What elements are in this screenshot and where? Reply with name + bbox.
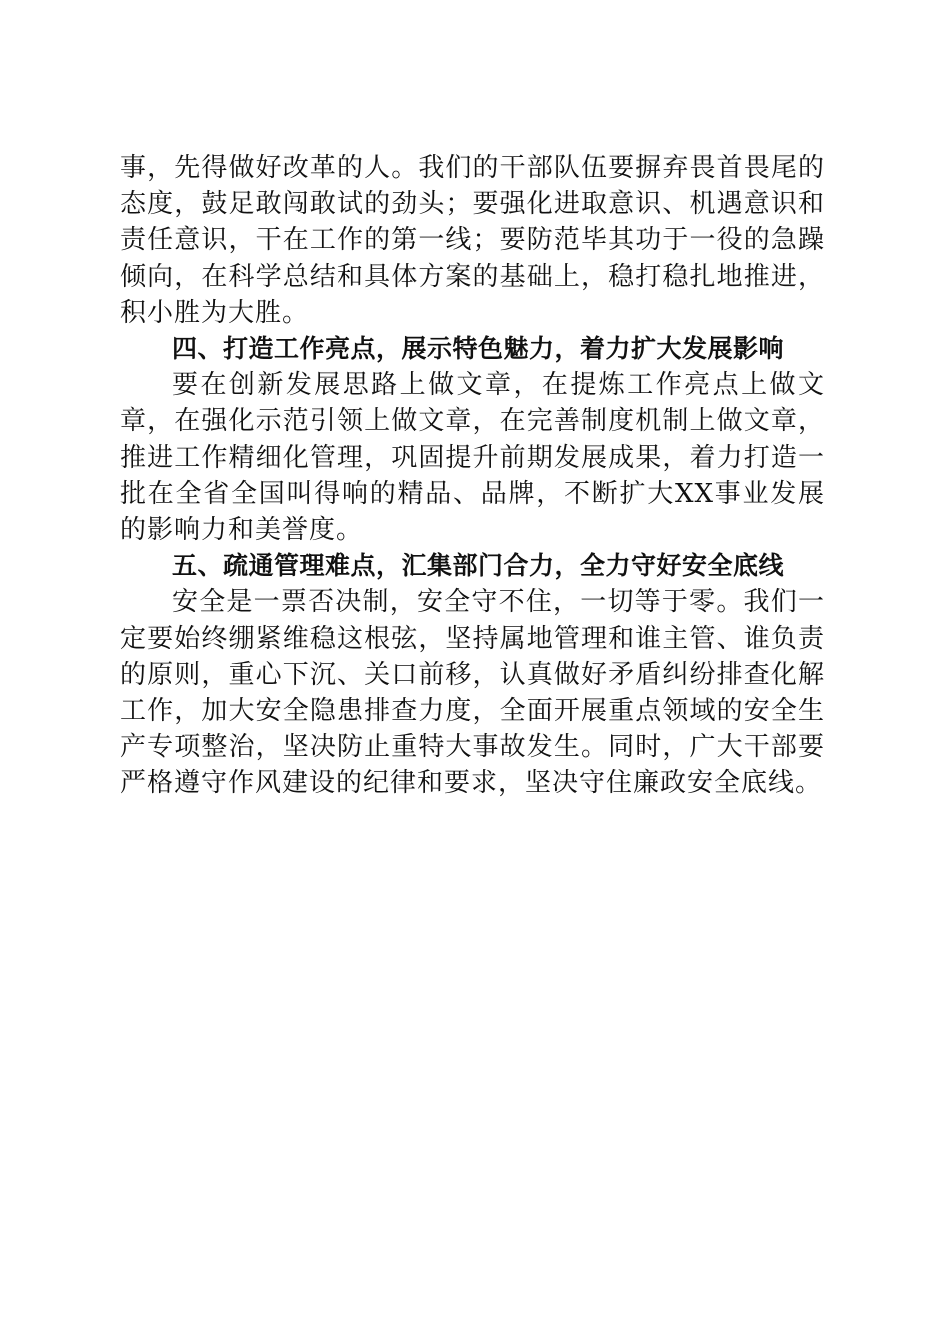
section-heading-five: 五、疏通管理难点，汇集部门合力，全力守好安全底线 bbox=[172, 551, 785, 581]
section-heading-four: 四、打造工作亮点，展示特色魅力，着力扩大发展影响 bbox=[172, 334, 785, 364]
paragraph-continuation: 事，先得做好改革的人。我们的干部队伍要摒弃畏首畏尾的态度，鼓足敢闯敢试的劲头；要强化进取意识、机遇意识和责任意识，干在工作的第一线；要防范毕其功于一役的急躁倾向，在科学总结和具体方案的基础上，稳打稳扎地推进，积小胜为大胜。 bbox=[120, 153, 825, 328]
document-page bbox=[120, 150, 825, 802]
paragraph-section-five: 安全是一票否决制，安全守不住，一切等于零。我们一定要始终绷紧维稳这根弦，坚持属地管理和谁主管、谁负责的原则，重心下沉、关口前移，认真做好矛盾纠纷排查化解工作，加大安全隐患排查力度，全面开展重点领域的安全生产专项整治，坚决防止重特大事故发生。同时，广大干部要严格遵守作风建设的纪律和要求，坚决守住廉政安全底线。 bbox=[120, 587, 825, 799]
paragraph-section-four: 要在创新发展思路上做文章，在提炼工作亮点上做文章，在强化示范引领上做文章，在完善制度机制上做文章，推进工作精细化管理，巩固提升前期发展成果，着力打造一批在全省全国叫得响的精品、品牌，不断扩大XX事业发展的影响力和美誉度。 bbox=[120, 370, 825, 546]
